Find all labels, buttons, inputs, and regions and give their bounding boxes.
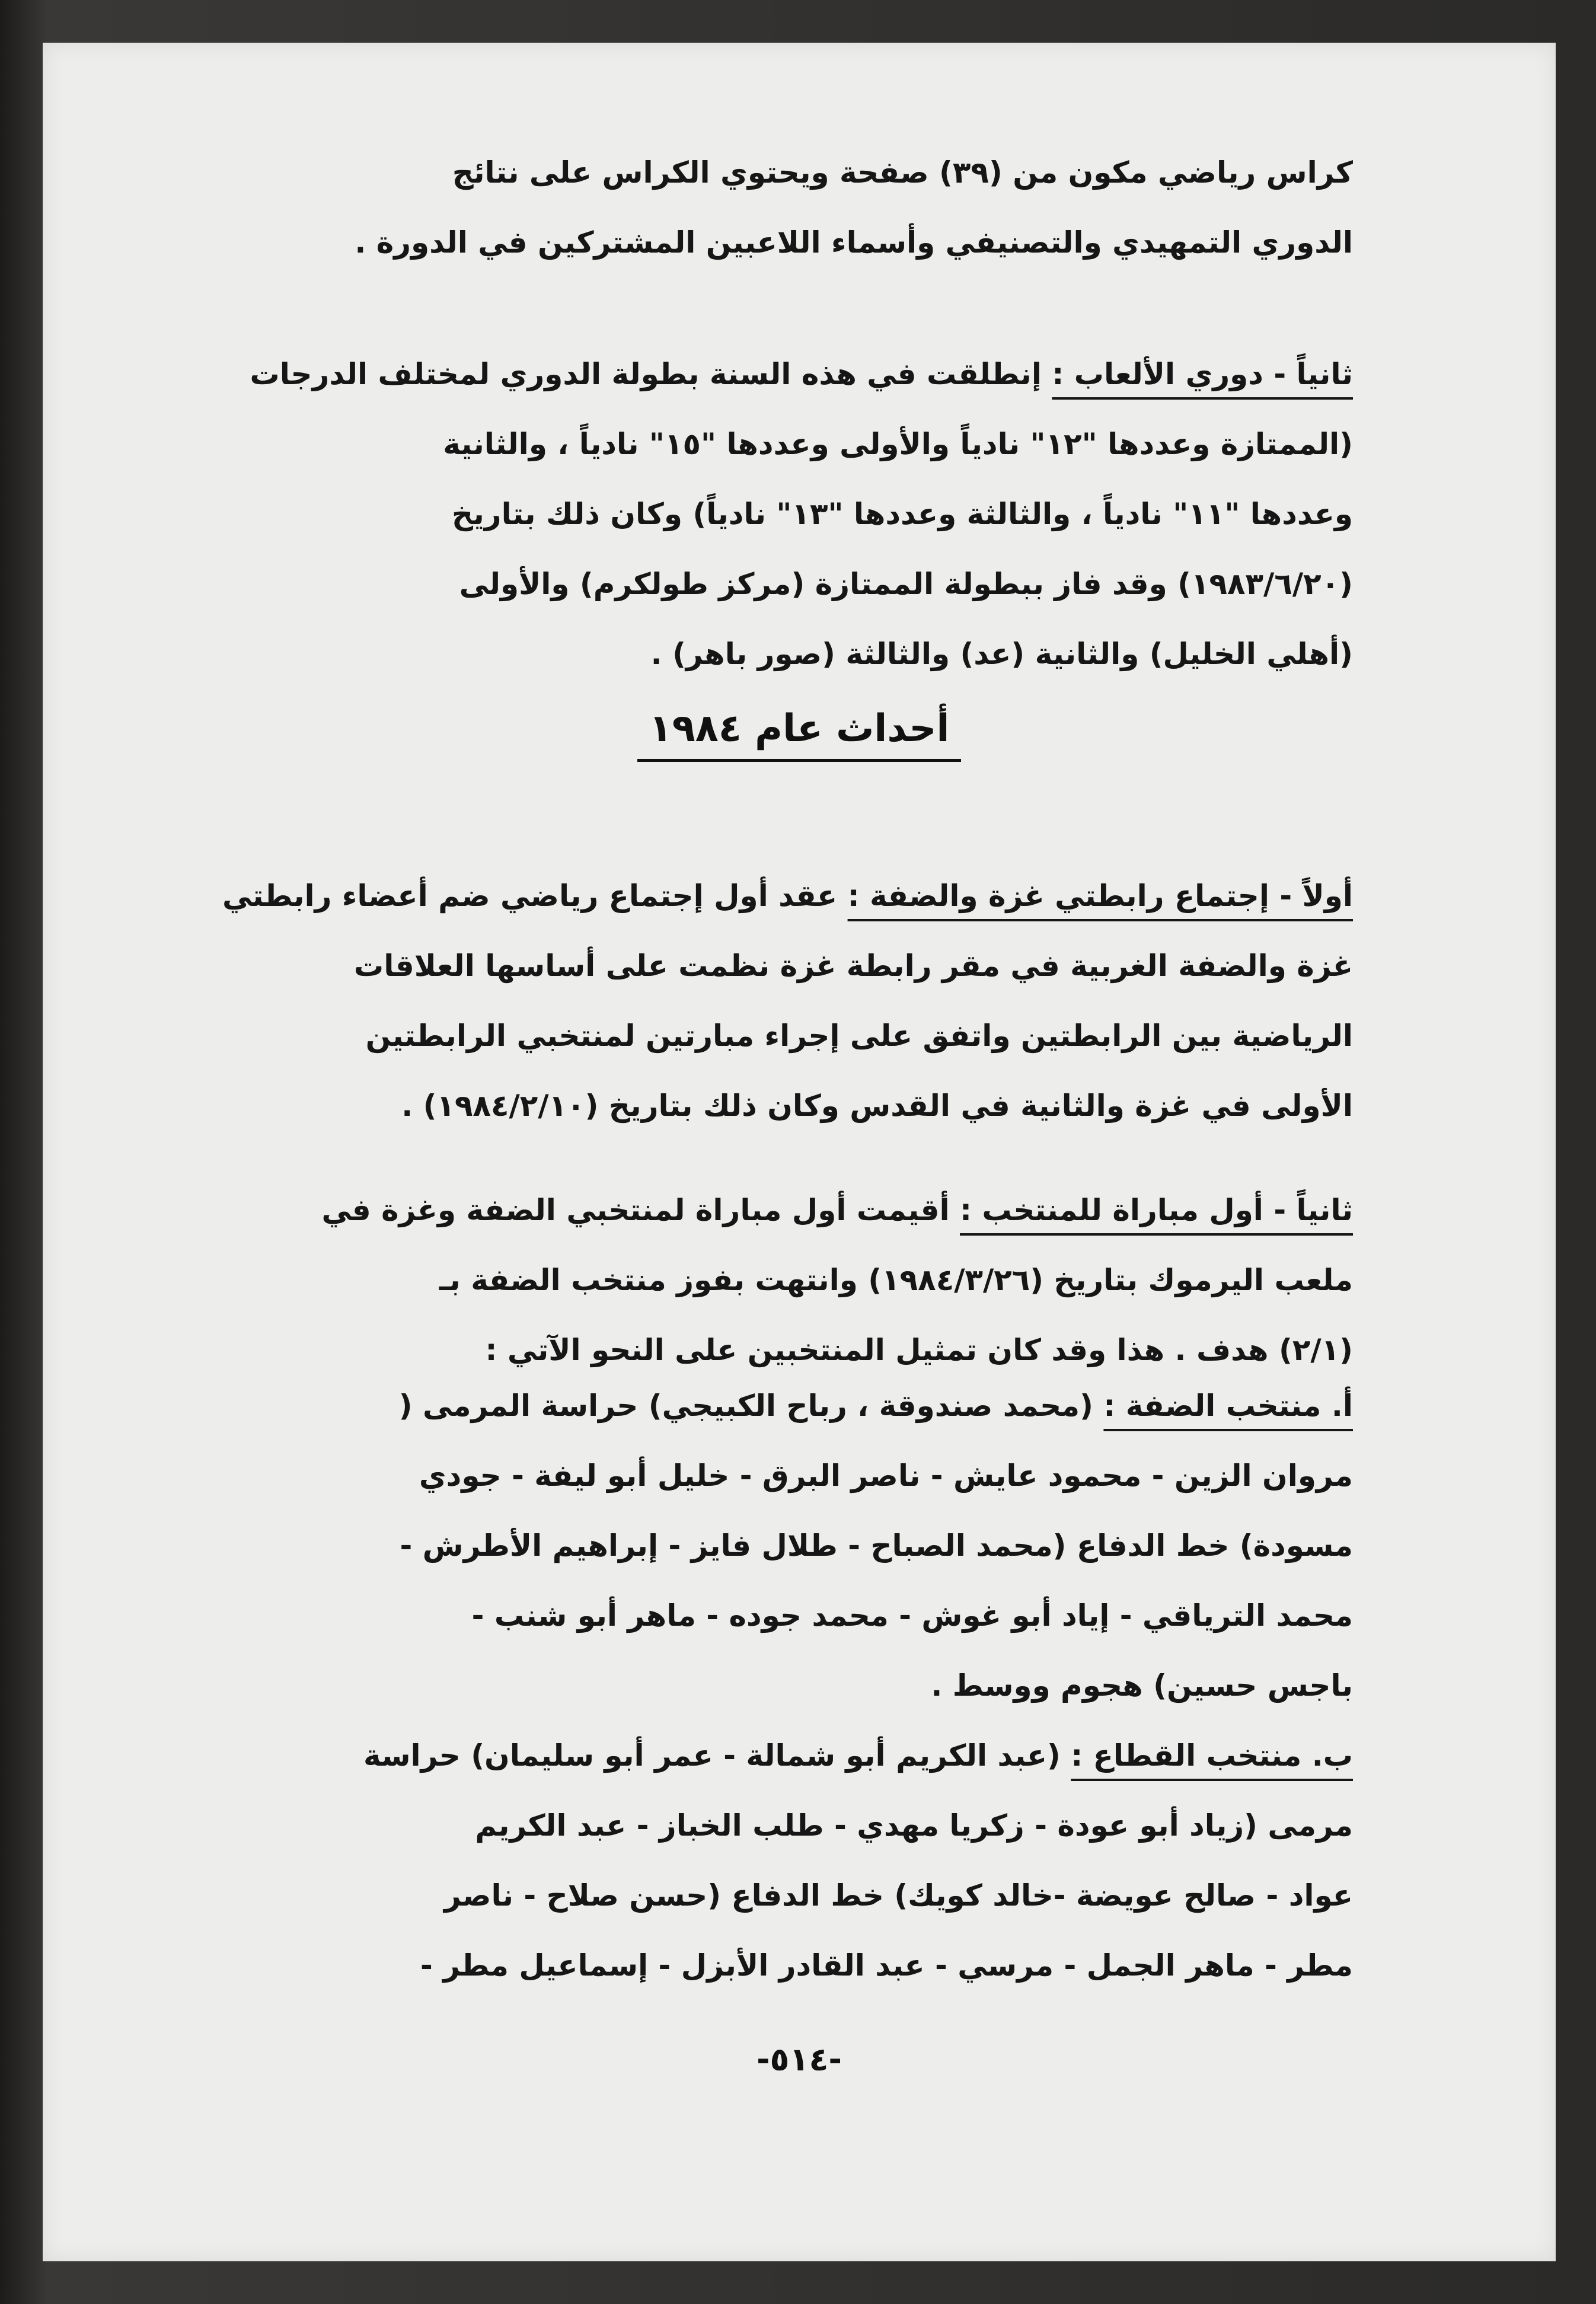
match-line-1	[298, 1175, 1353, 1245]
team-b-first-line-rest: (عبد الكريم أبو شمالة - عمر أبو سليمان) حراسة	[363, 1738, 1071, 1773]
meeting-line-1	[222, 861, 1353, 931]
meeting-line-4: الأولى في غزة والثانية في القدس وكان ذلك بتاريخ (١٩٨٤/٢/١٠) .	[401, 1089, 1353, 1123]
team-a-heading: أ. منتخب الضفة :	[1103, 1389, 1353, 1423]
league-line-5: (أهلي الخليل) والثانية (عد) والثالثة (صور باهر) .	[650, 637, 1353, 671]
team-b-paragraph	[298, 1721, 1353, 2000]
league-line-2: (الممتازة وعددها "١٢" نادياً والأولى وعددها "١٥" نادياً ، والثانية	[443, 427, 1353, 461]
team-a-line-1	[298, 1371, 1353, 1441]
meeting-heading: أولاً - إجتماع رابطتي غزة والضفة :	[847, 879, 1353, 913]
league-first-line-rest: إنطلقت في هذه السنة بطولة الدوري لمختلف الدرجات	[250, 357, 1052, 391]
match-paragraph	[298, 1175, 1353, 1385]
team-a-line-2: مروان الزين - محمود عايش - ناصر البرق - خليل أبو ليفة - جودي	[419, 1459, 1353, 1493]
intro-line-1: كراس رياضي مكون من (٣٩) صفحة ويحتوي الكراس على نتائج	[452, 155, 1353, 190]
meeting-line-2: غزة والضفة الغربية في مقر رابطة غزة نظمت على أساسها العلاقات	[353, 949, 1353, 983]
match-first-line-rest: أقيمت أول مباراة لمنتخبي الضفة وغزة في	[321, 1193, 960, 1227]
meeting-line-3: الرياضية بين الرابطتين واتفق على إجراء مبارتين لمنتخبي الرابطتين	[365, 1019, 1353, 1053]
team-b-line-1	[298, 1721, 1353, 1791]
intro-paragraph	[298, 138, 1353, 277]
match-line-3: (٢/١) هدف . هذا وقد كان تمثيل المنتخبين على النحو الآتي :	[485, 1333, 1353, 1367]
meeting-first-line-rest: عقد أول إجتماع رياضي ضم أعضاء رابطتي	[222, 879, 848, 913]
meeting-paragraph	[222, 861, 1353, 1141]
section-title: أحداث عام ١٩٨٤	[43, 707, 1556, 762]
match-heading: ثانياً - أول مباراة للمنتخب :	[960, 1193, 1353, 1227]
league-line-3: وعددها "١١" نادياً ، والثالثة وعددها "١٣" نادياً) وكان ذلك بتاريخ	[451, 497, 1353, 531]
document-page	[43, 43, 1556, 2261]
page-number: -٥١٤-	[756, 2041, 842, 2078]
league-line-1	[250, 339, 1353, 409]
team-a-first-line-rest: (محمد صندوقة ، رباح الكبيجي) حراسة المرمى (	[398, 1389, 1104, 1423]
league-heading: ثانياً - دوري الألعاب :	[1052, 357, 1353, 391]
team-a-line-5: باجس حسين) هجوم ووسط .	[931, 1668, 1353, 1703]
team-b-line-2: مرمى (زياد أبو عودة - زكريا مهدي - طلب الخباز - عبد الكريم	[475, 1808, 1353, 1843]
team-a-line-3: مسودة) خط الدفاع (محمد الصباح - طلال فايز - إبراهيم الأطرش -	[400, 1528, 1353, 1563]
team-a-paragraph	[298, 1371, 1353, 1721]
league-paragraph	[250, 339, 1353, 689]
team-b-heading: ب. منتخب القطاع :	[1071, 1738, 1353, 1773]
intro-line-2: الدوري التمهيدي والتصنيفي وأسماء اللاعبين المشتركين في الدورة .	[355, 225, 1353, 260]
league-line-4: (١٩٨٣/٦/٢٠) وقد فاز ببطولة الممتازة (مركز طولكرم) والأولى	[459, 567, 1353, 601]
team-a-line-4: محمد الترياقي - إياد أبو غوش - محمد جوده - ماهر أبو شنب -	[471, 1598, 1353, 1633]
match-line-2: ملعب اليرموك بتاريخ (١٩٨٤/٣/٢٦) وانتهت بفوز منتخب الضفة بـ	[439, 1263, 1353, 1297]
team-b-line-3: عواد - صالح عويضة -خالد كويك) خط الدفاع (حسن صلاح - ناصر	[444, 1878, 1353, 1913]
team-b-line-4: مطر - ماهر الجمل - مرسي - عبد القادر الأبزل - إسماعيل مطر -	[420, 1948, 1353, 1983]
